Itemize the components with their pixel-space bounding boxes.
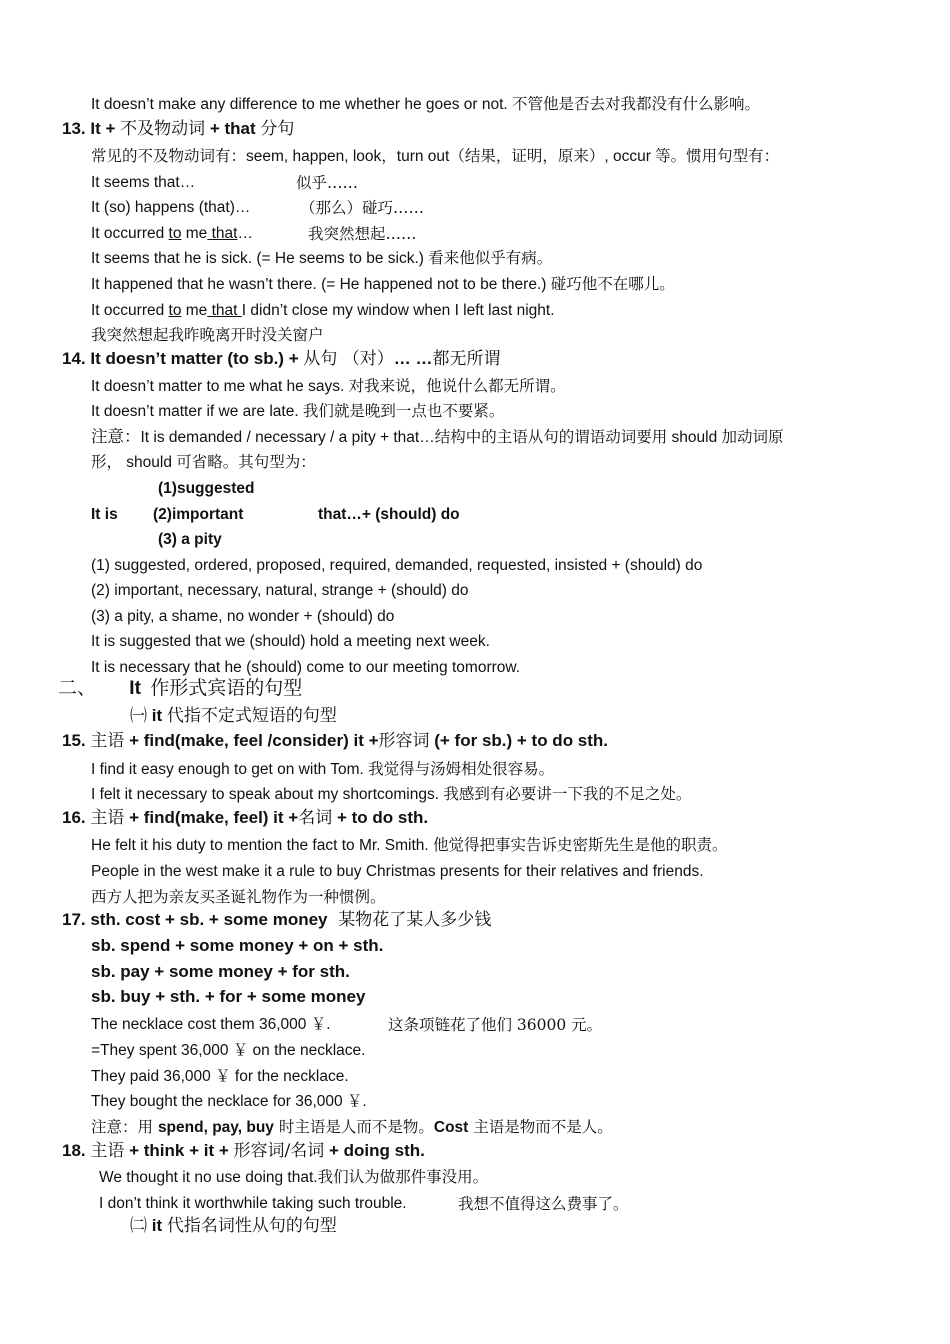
section-heading xyxy=(58,676,302,701)
pattern-line: It (so) happens (that)… xyxy=(91,199,251,216)
rule-text: 某物花了某人多少钱 xyxy=(338,910,492,930)
example-line: =They spent 36,000 ￥ on the necklace. xyxy=(91,1042,366,1059)
note-line: 形， should 可省略。其句型为： xyxy=(91,454,316,471)
pattern-translation: 似乎…… xyxy=(296,174,359,192)
pattern-line xyxy=(91,224,253,244)
section-number: 二、 xyxy=(58,677,97,699)
example-line: I find it easy enough to get on with Tom. 我觉得与汤姆相处很容易。 xyxy=(91,761,555,778)
rule-heading-16 xyxy=(62,808,428,828)
text: … xyxy=(237,225,253,242)
subsection-text: 代指不定式短语的句型 xyxy=(166,706,337,726)
example-line: The necklace cost them 36,000 ￥. xyxy=(91,1016,331,1033)
text: It is demanded / necessary / a pity + that…结构中的主语从句的谓语动词要用 should 加动词原 xyxy=(140,429,784,446)
rule-variant: sb. buy + sth. + for + some money xyxy=(91,987,366,1006)
list-line: (2) important, necessary, natural, strange + (should) do xyxy=(91,582,469,599)
rule-heading-13 xyxy=(62,119,294,139)
example-line: It seems that he is sick. (= He seems to be sick.) 看来他似乎有病。 xyxy=(91,250,553,267)
rule-text: 17. sth. cost + sb. + some money xyxy=(62,910,328,929)
text: 主语是物而不是人。 xyxy=(468,1118,613,1136)
text: I didn’t close my window when I left last night. xyxy=(241,302,555,319)
example-translation: 我突然想起我昨晚离开时没关窗户 xyxy=(91,326,324,344)
note-line xyxy=(91,1117,613,1138)
rule-text: 都无所谓 xyxy=(432,349,501,369)
text: It occurred xyxy=(91,225,169,242)
example-line: I felt it necessary to speak about my shortcomings. 我感到有必要讲一下我的不足之处。 xyxy=(91,786,692,803)
pattern-option: (2)important xyxy=(153,506,244,523)
underlined-text: to xyxy=(168,302,182,319)
rule-heading-15 xyxy=(62,731,608,751)
rule-variant: sb. pay + some money + for sth. xyxy=(91,962,350,981)
example-translation: 西方人把为亲友买圣诞礼物作为一种惯例。 xyxy=(91,888,386,906)
example-line: It doesn’t make any difference to me whether he goes or not. 不管他是否去对我都没有什么影响。 xyxy=(91,96,761,113)
rule-text: + think + it + xyxy=(129,1141,229,1160)
rule-text: 形容词/名词 xyxy=(233,1141,325,1161)
example-line: He felt it his duty to mention the fact to Mr. Smith. 他觉得把事实告诉史密斯先生是他的职责。 xyxy=(91,837,728,854)
underlined-text: that xyxy=(207,225,238,242)
rule-text: + to do sth. xyxy=(336,808,429,827)
rule-variant: sb. spend + some money + on + sth. xyxy=(91,936,384,955)
note-line: 常见的不及物动词有：seem, happen, look，turn out（结果，证明，原来）, occur 等。惯用句型有： xyxy=(91,148,780,165)
text: It occurred xyxy=(91,302,169,319)
subsection-text: it xyxy=(151,1216,163,1235)
example-line: People in the west make it a rule to buy Christmas presents for their relatives and friends. xyxy=(91,863,704,880)
rule-text: 16. xyxy=(62,808,86,827)
rule-heading-14 xyxy=(62,349,501,369)
rule-text: … … xyxy=(393,349,433,368)
example-line: It doesn’t matter to me what he says. 对我来说，他说什么都无所谓。 xyxy=(91,378,566,395)
example-line: They bought the necklace for 36,000 ￥. xyxy=(91,1093,367,1110)
example-line: It doesn’t matter if we are late. 我们就是晚到一点也不要紧。 xyxy=(91,403,505,420)
rule-text: 主语 xyxy=(90,1141,125,1161)
example-line: It is suggested that we (should) hold a meeting next week. xyxy=(91,633,490,650)
example-translation: 我想不值得这么费事了。 xyxy=(458,1195,629,1213)
note-line xyxy=(91,427,784,448)
subsection-number: ㈠ xyxy=(130,706,147,726)
list-line: (1) suggested, ordered, proposed, required, demanded, requested, insisted + (should) do xyxy=(91,557,703,574)
text: me xyxy=(181,302,208,319)
list-line: (3) a pity, a shame, no wonder + (should) do xyxy=(91,608,395,625)
text: 时主语是人而不是物。 xyxy=(273,1118,434,1136)
example-line xyxy=(91,301,555,321)
pattern-translation: 我突然想起…… xyxy=(308,225,417,243)
example-line: We thought it no use doing that.我们认为做那件事没用。 xyxy=(99,1169,489,1186)
rule-heading-18 xyxy=(62,1141,425,1161)
section-text: 作形式宾语的句型 xyxy=(150,677,303,699)
pattern-stem: It is xyxy=(91,506,118,523)
rule-text: 15. xyxy=(62,731,86,750)
rule-text: 形容词 xyxy=(378,731,430,751)
rule-text: 主语 xyxy=(90,731,125,751)
subsection-heading xyxy=(130,705,337,727)
text: 注意：用 xyxy=(91,1118,158,1136)
pattern-line: It seems that… xyxy=(91,174,196,191)
bold-text: spend, pay, buy xyxy=(157,1119,274,1136)
underlined-text: to xyxy=(168,225,182,242)
rule-text: + find(make, feel) it + xyxy=(129,808,299,827)
rule-text: 从句 （对） xyxy=(303,349,394,369)
subsection-heading xyxy=(130,1215,337,1237)
example-line: It happened that he wasn’t there. (= He happened not to be there.) 碰巧他不在哪儿。 xyxy=(91,276,675,293)
rule-text: 名词 xyxy=(298,808,333,828)
rule-text: 13. It + xyxy=(62,119,116,138)
example-line: They paid 36,000 ￥ for the necklace. xyxy=(91,1068,349,1085)
underlined-text: that xyxy=(207,302,242,319)
rule-text: 分句 xyxy=(260,119,295,139)
rule-text: + find(make, feel /consider) it + xyxy=(129,731,379,750)
rule-text: + doing sth. xyxy=(328,1141,425,1160)
subsection-number: ㈡ xyxy=(130,1216,147,1236)
rule-text: 18. xyxy=(62,1141,86,1160)
example-translation: 这条项链花了他们 36000 元。 xyxy=(388,1016,603,1034)
text: me xyxy=(181,225,208,242)
rule-text: + that xyxy=(209,119,256,138)
rule-text: 14. It doesn’t matter (to sb.) + xyxy=(62,349,299,368)
subsection-text: 代指名词性从句的句型 xyxy=(166,1216,337,1236)
example-line: It is necessary that he (should) come to our meeting tomorrow. xyxy=(91,659,521,676)
bold-text: Cost xyxy=(433,1119,469,1136)
example-line: I don’t think it worthwhile taking such trouble. xyxy=(99,1195,407,1212)
subsection-text: it xyxy=(151,706,163,725)
pattern-option: (1)suggested xyxy=(158,480,255,497)
pattern-translation: （那么）碰巧…… xyxy=(300,199,425,217)
note-label: 注意： xyxy=(91,427,141,446)
pattern-tail: that…+ (should) do xyxy=(318,506,460,523)
rule-heading-17 xyxy=(62,910,491,930)
rule-text: 不及物动词 xyxy=(120,119,206,139)
section-text: It xyxy=(129,678,141,699)
rule-text: (+ for sb.) + to do sth. xyxy=(434,731,609,750)
rule-text: 主语 xyxy=(90,808,125,828)
pattern-option: (3) a pity xyxy=(158,531,222,548)
